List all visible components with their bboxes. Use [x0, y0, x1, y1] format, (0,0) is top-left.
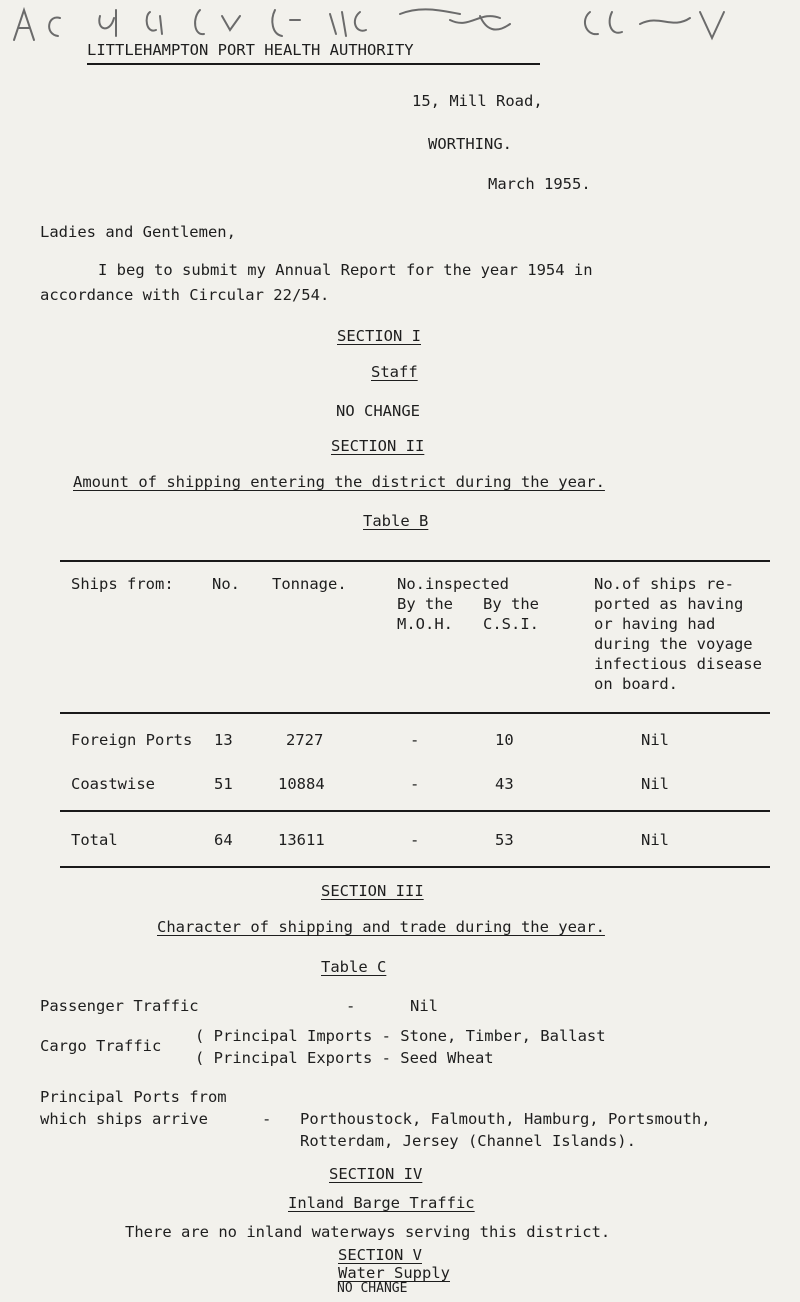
report-date: March 1955.: [488, 175, 591, 193]
table-row-from: Coastwise: [71, 775, 155, 793]
table-total-from: Total: [71, 831, 118, 849]
table-row-disease: Nil: [641, 731, 669, 749]
ports-line-2: Rotterdam, Jersey (Channel Islands).: [300, 1132, 636, 1150]
table-row-tonnage: 2727: [286, 731, 324, 749]
intro-line-2: accordance with Circular 22/54.: [40, 286, 330, 304]
table-total-csi: 53: [495, 831, 514, 849]
letterhead-underline: [87, 63, 540, 65]
table-b-title: Table B: [363, 512, 429, 530]
col-by-csi-1: By the: [483, 595, 539, 613]
section-3-subheading: Character of shipping and trade during the year.: [157, 918, 605, 936]
section-1-subheading: Staff: [371, 363, 418, 381]
table-row-no: 13: [214, 731, 233, 749]
ports-line-1: Porthoustock, Falmouth, Hamburg, Portsmouth,: [300, 1110, 711, 1128]
passenger-value: Nil: [410, 997, 438, 1015]
col-inspected: No.inspected: [397, 575, 509, 593]
ports-label-2: which ships arrive: [40, 1110, 208, 1128]
table-total-no: 64: [214, 831, 233, 849]
table-row-disease: Nil: [641, 775, 669, 793]
table-c-title: Table C: [321, 958, 387, 976]
table-row-csi: 10: [495, 731, 514, 749]
section-2-subheading: Amount of shipping entering the district during the year.: [73, 473, 605, 491]
section-3-heading: SECTION III: [321, 882, 424, 900]
ports-dash: -: [262, 1110, 272, 1128]
section-1-text: NO CHANGE: [336, 402, 420, 420]
salutation: Ladies and Gentlemen,: [40, 223, 236, 241]
section-1-heading: SECTION I: [337, 327, 421, 345]
col-by-csi-2: C.S.I.: [483, 615, 539, 633]
col-tonnage: Tonnage.: [272, 575, 347, 593]
section-5-subheading: Water Supply: [338, 1264, 450, 1282]
table-row-no: 51: [214, 775, 233, 793]
col-reported-1: No.of ships re-: [594, 575, 734, 593]
col-reported-3: or having had: [594, 615, 716, 633]
section-6-text: [336, 1284, 341, 1285]
section-2-heading: SECTION II: [331, 437, 425, 455]
section-4-subheading: Inland Barge Traffic: [288, 1194, 475, 1212]
col-reported-2: ported as having: [594, 595, 744, 613]
passenger-label: Passenger Traffic: [40, 997, 199, 1015]
col-no: No.: [212, 575, 240, 593]
cargo-label: Cargo Traffic: [40, 1037, 162, 1055]
table-row-moh: -: [410, 775, 420, 793]
cargo-exports: ( Principal Exports - Seed Wheat: [195, 1049, 494, 1067]
col-by-moh-1: By the: [397, 595, 453, 613]
section-6-subheading: [113, 1284, 136, 1285]
table-b-bottom-rule: [60, 866, 770, 868]
table-row-moh: -: [410, 731, 420, 749]
table-total-tonnage: 13611: [278, 831, 325, 849]
section-4-text: There are no inland waterways serving this district.: [125, 1223, 611, 1241]
section-5-text: NO CHANGE: [337, 1281, 408, 1296]
address-street: 15, Mill Road,: [412, 92, 543, 110]
table-row-tonnage: 10884: [278, 775, 325, 793]
table-row-csi: 43: [495, 775, 514, 793]
table-row-from: Foreign Ports: [71, 731, 193, 749]
col-by-moh-2: M.O.H.: [397, 615, 453, 633]
table-b-header-rule: [60, 712, 770, 714]
passenger-dash: -: [346, 997, 356, 1015]
letterhead-title: LITTLEHAMPTON PORT HEALTH AUTHORITY: [87, 41, 414, 59]
ports-label-1: Principal Ports from: [40, 1088, 227, 1106]
section-5-heading: SECTION V: [338, 1246, 422, 1264]
cargo-imports: ( Principal Imports - Stone, Timber, Ballast: [195, 1027, 606, 1045]
col-reported-5: infectious disease: [594, 655, 762, 673]
table-total-moh: -: [410, 831, 420, 849]
table-total-disease: Nil: [641, 831, 669, 849]
address-town: WORTHING.: [428, 135, 512, 153]
intro-line-1: I beg to submit my Annual Report for the year 1954 in: [98, 261, 593, 279]
col-ships-from: Ships from:: [71, 575, 174, 593]
col-reported-4: during the voyage: [594, 635, 753, 653]
table-b-total-rule: [60, 810, 770, 812]
table-b-top-rule: [60, 560, 770, 562]
section-4-heading: SECTION IV: [329, 1165, 423, 1183]
col-reported-6: on board.: [594, 675, 678, 693]
